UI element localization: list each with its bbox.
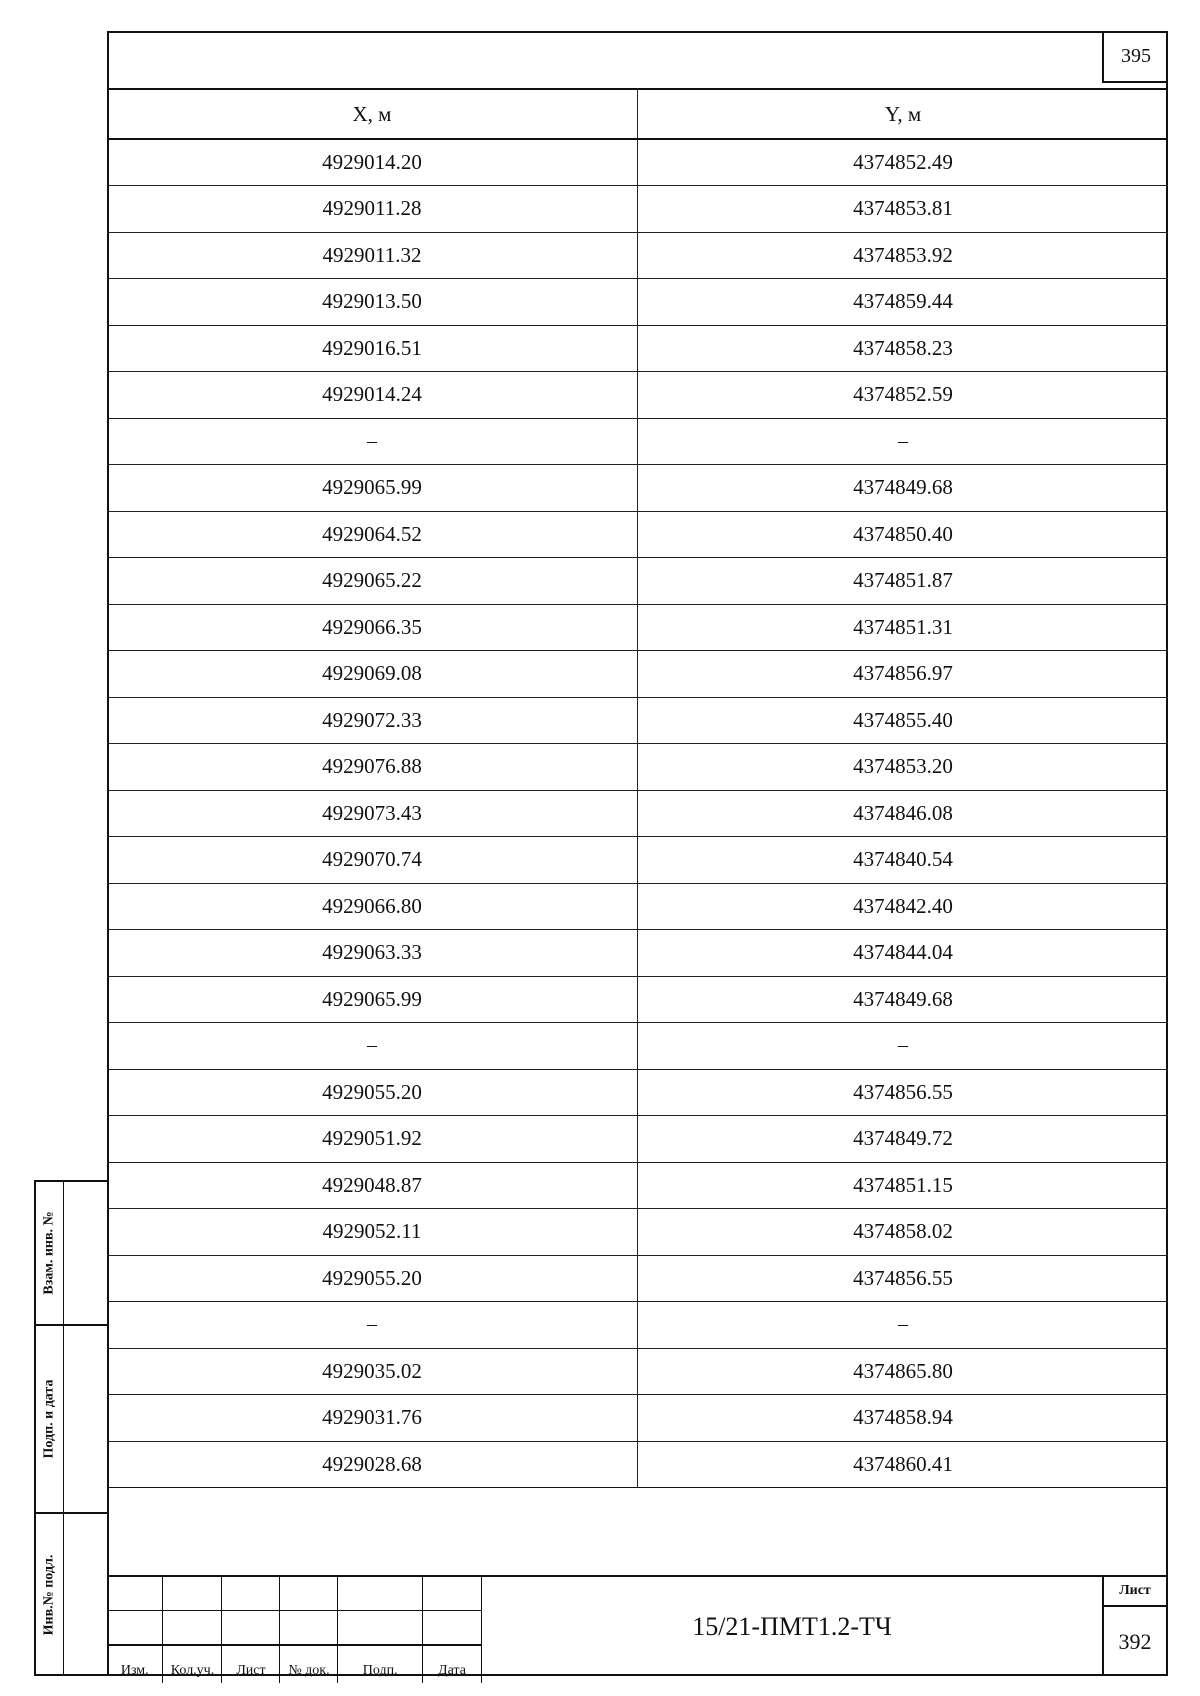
table-body — [107, 139, 1168, 1488]
header-y: Y, м — [638, 89, 1169, 139]
cell-x: 4929064.52 — [107, 511, 638, 558]
cell-x: 4929013.50 — [107, 279, 638, 326]
table-row — [107, 1255, 1168, 1302]
cell-y: 4374856.55 — [638, 1069, 1169, 1116]
cell-x: 4929016.51 — [107, 325, 638, 372]
coordinates-table-area — [107, 88, 1168, 1512]
cell-x: 4929066.35 — [107, 604, 638, 651]
table-row — [107, 1395, 1168, 1442]
cell-y: 4374856.55 — [638, 1255, 1169, 1302]
table-row — [107, 186, 1168, 233]
cell-y: 4374853.20 — [638, 744, 1169, 791]
separator-cell-y: – — [638, 1023, 1169, 1070]
cell-x: 4929063.33 — [107, 930, 638, 977]
cell-y: 4374865.80 — [638, 1348, 1169, 1395]
table-row — [107, 465, 1168, 512]
table-row — [107, 511, 1168, 558]
cell-y: 4374842.40 — [638, 883, 1169, 930]
cell-x: 4929066.80 — [107, 883, 638, 930]
table-row — [107, 604, 1168, 651]
cell-x: 4929065.22 — [107, 558, 638, 605]
table-header-row — [107, 89, 1168, 139]
table-row — [107, 558, 1168, 605]
table-row — [107, 744, 1168, 791]
cell-x: 4929011.32 — [107, 232, 638, 279]
sheet-label: Лист — [1104, 1577, 1166, 1607]
cell-x: 4929065.99 — [107, 976, 638, 1023]
col-date: Дата — [422, 1645, 481, 1683]
separator-cell-x: – — [107, 418, 638, 465]
table-row — [107, 1302, 1168, 1349]
revision-grid — [107, 1577, 482, 1683]
cell-x: 4929055.20 — [107, 1255, 638, 1302]
table-row — [107, 976, 1168, 1023]
cell-y: 4374853.81 — [638, 186, 1169, 233]
col-change: Изм. — [107, 1645, 163, 1683]
table-row — [107, 651, 1168, 698]
table-row — [107, 883, 1168, 930]
table-row — [107, 1348, 1168, 1395]
table-row — [107, 232, 1168, 279]
table-row — [107, 930, 1168, 977]
cell-y: 4374850.40 — [638, 511, 1169, 558]
cell-y: 4374852.59 — [638, 372, 1169, 419]
cell-y: 4374849.72 — [638, 1116, 1169, 1163]
cell-y: 4374851.15 — [638, 1162, 1169, 1209]
cell-y: 4374853.92 — [638, 232, 1169, 279]
table-row — [107, 418, 1168, 465]
cell-y: 4374851.87 — [638, 558, 1169, 605]
table-row — [107, 1069, 1168, 1116]
table-row — [107, 1116, 1168, 1163]
table-row — [107, 837, 1168, 884]
separator-cell-x: – — [107, 1023, 638, 1070]
cell-x: 4929073.43 — [107, 790, 638, 837]
sheet-cell — [1102, 1577, 1166, 1676]
coordinates-table — [107, 88, 1168, 1488]
cell-y: 4374855.40 — [638, 697, 1169, 744]
header-x: X, м — [107, 89, 638, 139]
sheet-number: 392 — [1118, 1628, 1152, 1654]
cell-y: 4374858.02 — [638, 1209, 1169, 1256]
cell-x: 4929069.08 — [107, 651, 638, 698]
stamp-signature-date — [36, 1326, 109, 1514]
cell-y: 4374851.31 — [638, 604, 1169, 651]
separator-cell-x: – — [107, 1302, 638, 1349]
table-row — [107, 1441, 1168, 1488]
document-code: 15/21-ПМТ1.2-ТЧ — [692, 1611, 892, 1641]
cell-x: 4929055.20 — [107, 1069, 638, 1116]
table-row — [107, 372, 1168, 419]
cell-x: 4929052.11 — [107, 1209, 638, 1256]
table-row — [107, 697, 1168, 744]
cell-x: 4929011.28 — [107, 186, 638, 233]
margin-stamps — [34, 1180, 107, 1676]
cell-y: 4374846.08 — [638, 790, 1169, 837]
cell-x: 4929076.88 — [107, 744, 638, 791]
separator-cell-y: – — [638, 418, 1169, 465]
table-row — [107, 1209, 1168, 1256]
cell-y: 4374849.68 — [638, 465, 1169, 512]
table-row — [107, 279, 1168, 326]
col-doc-number: № док. — [280, 1645, 338, 1683]
cell-x: 4929051.92 — [107, 1116, 638, 1163]
stamp-original-inv — [36, 1514, 109, 1676]
table-row — [107, 325, 1168, 372]
title-block — [107, 1575, 1168, 1676]
col-signature: Подп. — [338, 1645, 422, 1683]
top-sheet-number: 395 — [1102, 31, 1168, 83]
cell-x: 4929014.24 — [107, 372, 638, 419]
separator-cell-y: – — [638, 1302, 1169, 1349]
cell-y: 4374856.97 — [638, 651, 1169, 698]
cell-x: 4929072.33 — [107, 697, 638, 744]
cell-x: 4929070.74 — [107, 837, 638, 884]
cell-x: 4929014.20 — [107, 139, 638, 186]
table-row — [107, 139, 1168, 186]
revision-row — [107, 1577, 482, 1611]
cell-y: 4374852.49 — [638, 139, 1169, 186]
cell-x: 4929048.87 — [107, 1162, 638, 1209]
stamp-original-inv-label: Инв.№ подл. — [41, 1554, 57, 1636]
cell-x: 4929065.99 — [107, 465, 638, 512]
stamp-replacement-inv — [36, 1182, 109, 1326]
table-row — [107, 1023, 1168, 1070]
stamp-signature-date-label: Подп. и дата — [41, 1379, 57, 1459]
table-row — [107, 790, 1168, 837]
stamp-replacement-inv-label: Взам. инв. № — [41, 1211, 57, 1295]
table-row — [107, 1162, 1168, 1209]
revision-row — [107, 1611, 482, 1646]
cell-x: 4929035.02 — [107, 1348, 638, 1395]
cell-y: 4374859.44 — [638, 279, 1169, 326]
cell-x: 4929031.76 — [107, 1395, 638, 1442]
cell-x: 4929028.68 — [107, 1441, 638, 1488]
col-sheet: Лист — [222, 1645, 280, 1683]
cell-y: 4374849.68 — [638, 976, 1169, 1023]
cell-y: 4374840.54 — [638, 837, 1169, 884]
cell-y: 4374844.04 — [638, 930, 1169, 977]
cell-y: 4374858.23 — [638, 325, 1169, 372]
revision-header-row — [107, 1645, 482, 1683]
cell-y: 4374860.41 — [853, 1451, 953, 1476]
cell-y: 4374858.94 — [638, 1395, 1169, 1442]
col-count: Кол.уч. — [163, 1645, 222, 1683]
